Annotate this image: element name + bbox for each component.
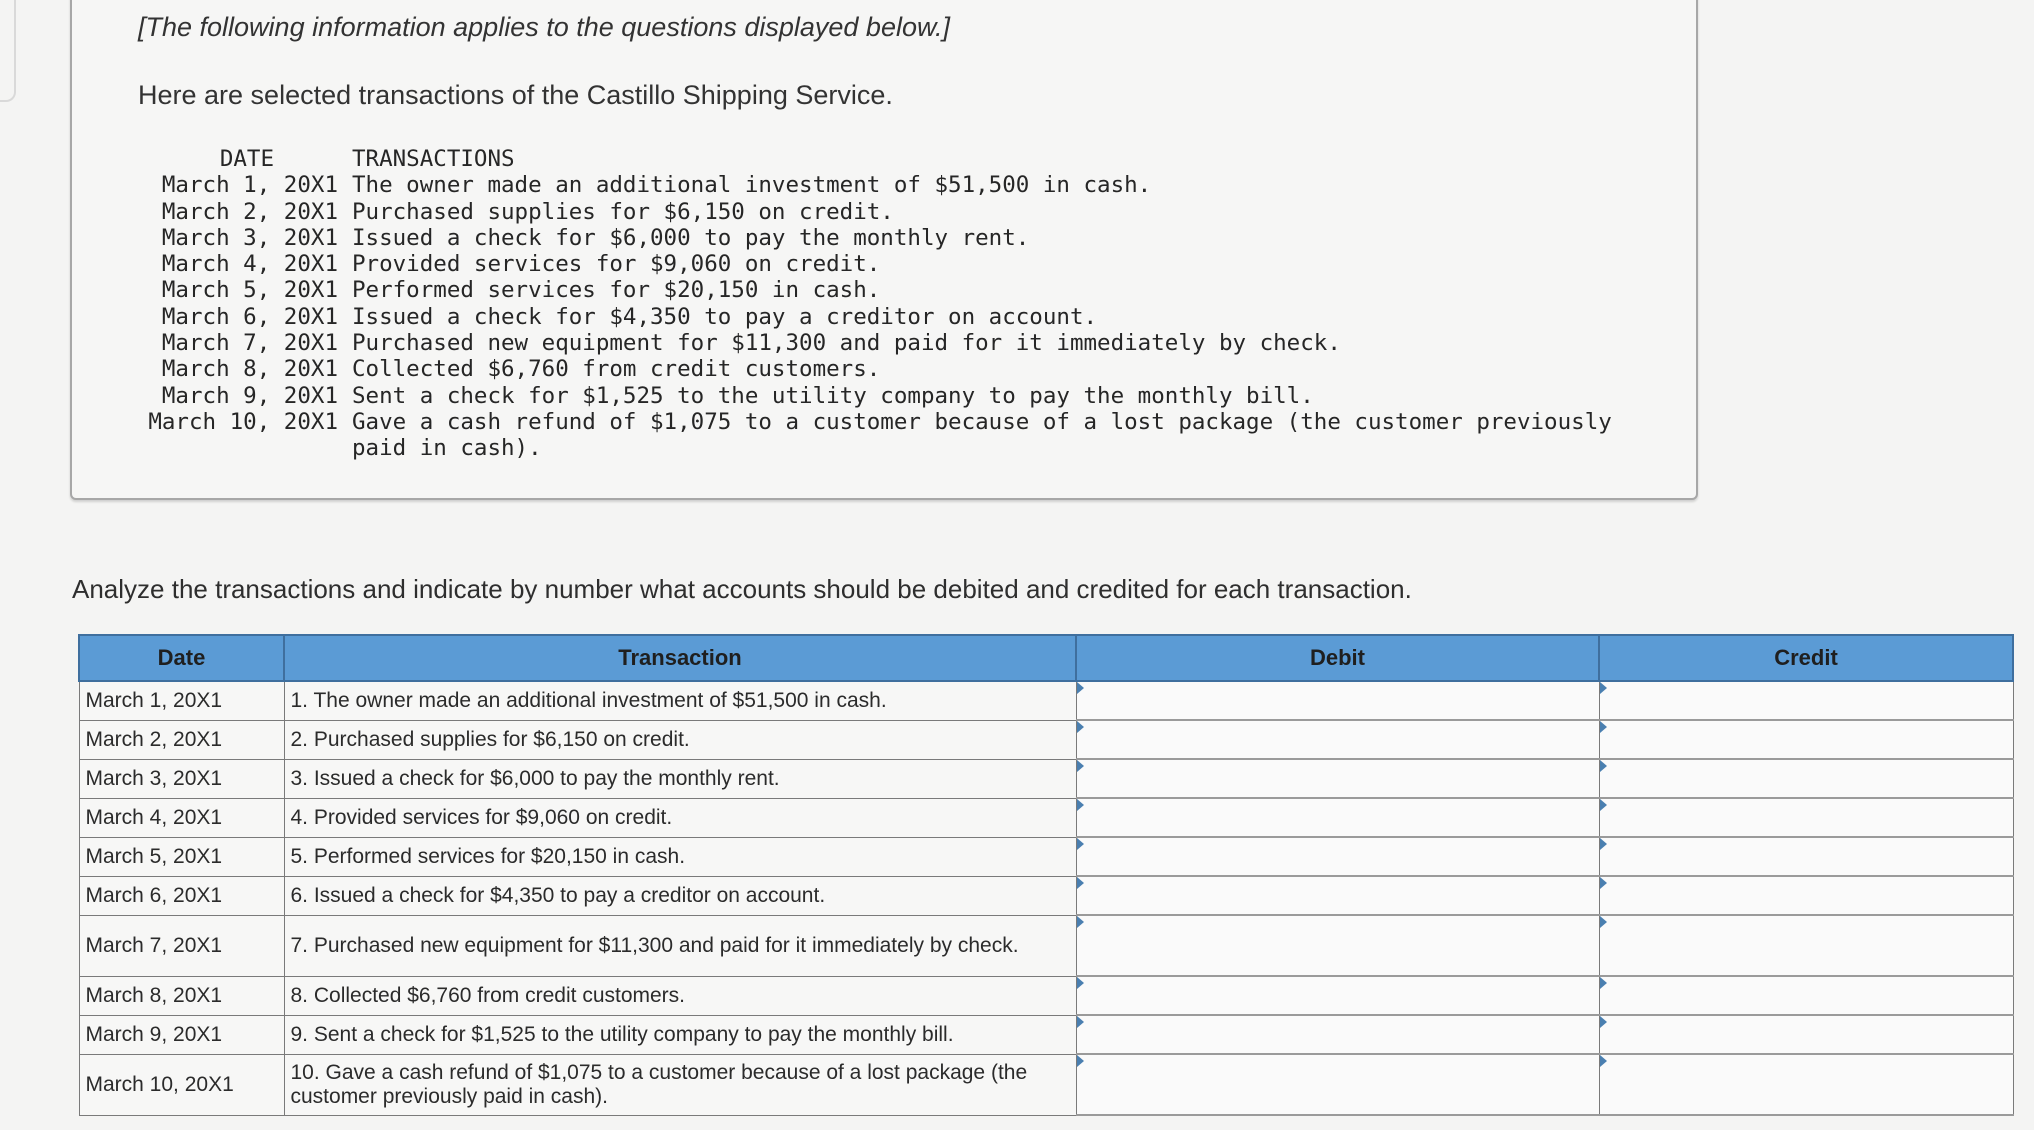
row-date: March 9, 20X1 [79,1015,284,1054]
listing-date: March 9, 20X1 [161,382,338,409]
listing-text: Performed services for $20,150 in cash. [352,277,881,304]
credit-select[interactable] [1599,798,2013,837]
row-date: March 6, 20X1 [79,876,284,915]
listing-text: Issued a check for $6,000 to pay the monthly rent. [352,224,1030,251]
listing-text: Purchased new equipment for $11,300 and paid for it immediately by check. [352,330,1341,357]
table-row [79,759,2013,798]
row-transaction: 7. Purchased new equipment for $11,300 and paid for it immediately by check. [284,915,1076,976]
listing-date: March 2, 20X1 [161,198,338,225]
debit-select[interactable] [1076,837,1599,876]
listing-row [140,172,1612,198]
row-date: March 5, 20X1 [79,837,284,876]
table-row [79,798,2013,837]
credit-select[interactable] [1599,681,2013,720]
row-transaction: 9. Sent a check for $1,525 to the utility company to pay the monthly bill. [284,1015,1076,1054]
listing-text: Issued a check for $4,350 to pay a creditor on account. [352,303,1098,330]
listing-row [140,251,1612,277]
listing-trans-header: TRANSACTIONS [352,146,515,172]
listing-row [140,330,1612,356]
info-note: [The following information applies to the questions displayed below.] [138,12,950,42]
listing-date: March 3, 20X1 [161,224,338,251]
listing-row [140,383,1612,409]
listing-text: The owner made an additional investment of $51,500 in cash. [352,172,1152,199]
row-transaction: 2. Purchased supplies for $6,150 on credit. [284,720,1076,759]
listing-date: March 6, 20X1 [161,303,338,330]
row-transaction: 1. The owner made an additional investment of $51,500 in cash. [284,681,1076,720]
row-transaction: 6. Issued a check for $4,350 to pay a creditor on account. [284,876,1076,915]
listing-header [140,146,1612,172]
row-transaction: 8. Collected $6,760 from credit customers. [284,976,1076,1015]
credit-select[interactable] [1599,1015,2013,1054]
row-transaction: 4. Provided services for $9,060 on credit. [284,798,1076,837]
credit-select[interactable] [1599,976,2013,1015]
answer-table [78,634,2012,1116]
credit-select[interactable] [1599,876,2013,915]
row-date: March 1, 20X1 [79,681,284,720]
debit-select[interactable] [1076,681,1599,720]
debit-select[interactable] [1076,876,1599,915]
listing-text: Sent a check for $1,525 to the utility company to pay the monthly bill. [352,382,1314,409]
debit-select[interactable] [1076,976,1599,1015]
listing-text: Collected $6,760 from credit customers. [352,356,881,383]
listing-date: March 8, 20X1 [161,356,338,383]
listing-row [140,199,1612,225]
row-date: March 7, 20X1 [79,915,284,976]
debit-select[interactable] [1076,720,1599,759]
listing-row [140,225,1612,251]
listing-date: March 7, 20X1 [161,330,338,357]
debit-select[interactable] [1076,798,1599,837]
row-date: March 10, 20X1 [79,1054,284,1115]
listing-row [140,277,1612,303]
table-row [79,837,2013,876]
table-row [79,1015,2013,1054]
transactions-listing [140,146,1612,462]
table-row [79,1054,2013,1115]
listing-row [140,409,1612,435]
debit-select[interactable] [1076,1015,1599,1054]
listing-text: Purchased supplies for $6,150 on credit. [352,198,894,225]
row-transaction: 3. Issued a check for $6,000 to pay the monthly rent. [284,759,1076,798]
listing-date-header: DATE [219,146,274,172]
table-row [79,876,2013,915]
left-panel-edge [0,0,16,102]
col-transaction-header: Transaction [284,635,1076,681]
listing-text: Gave a cash refund of $1,075 to a customer because of a lost package (the customer previously [352,408,1612,435]
credit-select[interactable] [1599,1054,2013,1115]
listing-date: March 4, 20X1 [161,251,338,278]
debit-select[interactable] [1076,1054,1599,1115]
table-row [79,681,2013,720]
listing-date: March 10, 20X1 [148,408,338,435]
listing-row [140,356,1612,382]
debit-select[interactable] [1076,759,1599,798]
row-transaction: 5. Performed services for $20,150 in cash. [284,837,1076,876]
credit-select[interactable] [1599,915,2013,976]
debit-select[interactable] [1076,915,1599,976]
listing-row [140,304,1612,330]
col-date-header: Date [79,635,284,681]
col-debit-header: Debit [1076,635,1599,681]
col-credit-header: Credit [1599,635,2013,681]
table-row [79,720,2013,759]
instruction-text: Analyze the transactions and indicate by number what accounts should be debited and credited for each transaction. [72,574,1412,604]
credit-select[interactable] [1599,837,2013,876]
row-date: March 4, 20X1 [79,798,284,837]
row-date: March 2, 20X1 [79,720,284,759]
row-date: March 3, 20X1 [79,759,284,798]
credit-select[interactable] [1599,720,2013,759]
row-transaction: 10. Gave a cash refund of $1,075 to a customer because of a lost package (the customer previously paid in cash). [284,1054,1076,1115]
listing-text: Provided services for $9,060 on credit. [352,251,881,278]
listing-date: March 1, 20X1 [161,172,338,199]
credit-select[interactable] [1599,759,2013,798]
listing-continuation: paid in cash). [352,435,542,462]
row-date: March 8, 20X1 [79,976,284,1015]
info-subtitle: Here are selected transactions of the Castillo Shipping Service. [138,80,893,110]
table-row [79,915,2013,976]
listing-date: March 5, 20X1 [161,277,338,304]
table-row [79,976,2013,1015]
